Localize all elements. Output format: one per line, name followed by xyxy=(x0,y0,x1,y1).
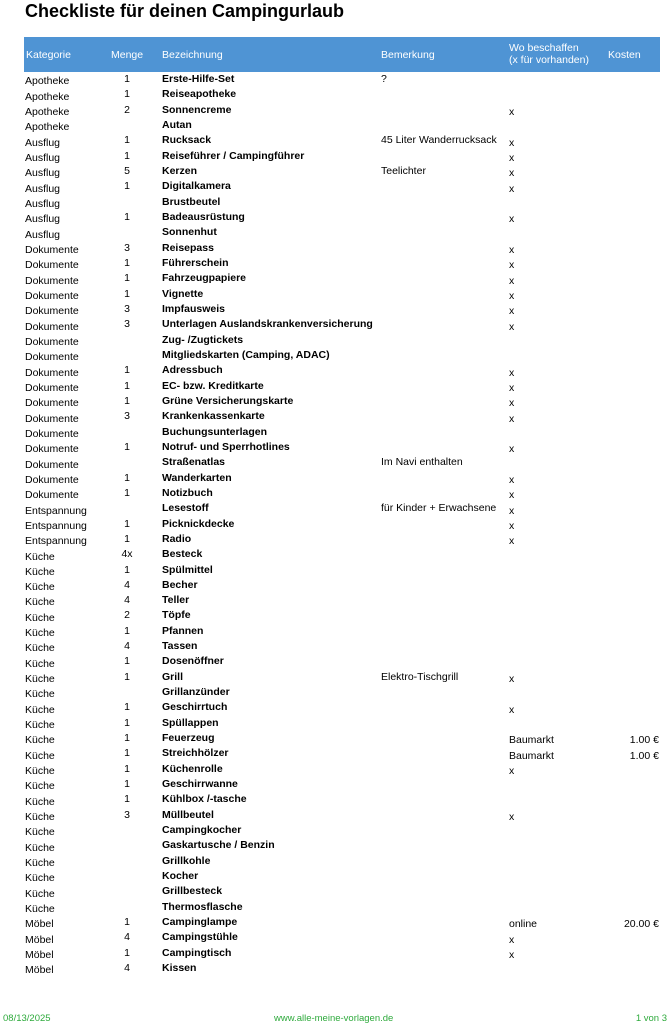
cell-bezeichnung: Dosenöffner xyxy=(162,655,224,668)
cell-menge: 1 xyxy=(124,440,130,453)
cell-bezeichnung: Zug- /Zugtickets xyxy=(162,333,244,346)
cell-menge: 4 xyxy=(124,962,130,975)
cell-bezeichnung: EC- bzw. Kreditkarte xyxy=(162,379,264,392)
cell-kategorie: Ausflug xyxy=(25,213,61,226)
header-bezeichnung: Bezeichnung xyxy=(162,49,223,61)
cell-wo-beschaffen: x xyxy=(509,811,515,824)
cell-kategorie: Apotheke xyxy=(25,75,70,88)
cell-wo-beschaffen: x xyxy=(509,519,515,532)
cell-kategorie: Küche xyxy=(25,627,55,640)
cell-bezeichnung: Kissen xyxy=(162,962,197,975)
cell-wo-beschaffen: x xyxy=(509,535,515,548)
cell-kategorie: Dokumente xyxy=(25,320,79,333)
cell-menge: 1 xyxy=(124,471,130,484)
table-row xyxy=(24,471,660,486)
cell-menge: 3 xyxy=(124,241,130,254)
cell-menge: 1 xyxy=(124,793,130,806)
cell-bezeichnung: Krankenkassenkarte xyxy=(162,410,265,423)
cell-bezeichnung: Sonnenhut xyxy=(162,226,217,239)
cell-bezeichnung: Geschirrtuch xyxy=(162,701,228,714)
cell-bezeichnung: Besteck xyxy=(162,548,203,561)
cell-menge: 1 xyxy=(124,670,130,683)
cell-kategorie: Ausflug xyxy=(25,228,61,241)
cell-wo-beschaffen: x xyxy=(509,151,515,164)
cell-bezeichnung: Digitalkamera xyxy=(162,180,231,193)
table-row xyxy=(24,87,660,102)
cell-menge: 1 xyxy=(124,624,130,637)
table-row xyxy=(24,762,660,777)
cell-kategorie: Dokumente xyxy=(25,473,79,486)
cell-wo-beschaffen: x xyxy=(509,320,515,333)
table-row xyxy=(24,532,660,547)
cell-kategorie: Küche xyxy=(25,688,55,701)
table-row xyxy=(24,517,660,532)
table-row xyxy=(24,363,660,378)
cell-menge: 1 xyxy=(124,379,130,392)
cell-kategorie: Küche xyxy=(25,596,55,609)
cell-wo-beschaffen: x xyxy=(509,397,515,410)
cell-kategorie: Küche xyxy=(25,550,55,563)
header-bemerkung: Bemerkung xyxy=(381,49,435,61)
cell-menge: 1 xyxy=(124,716,130,729)
table-row xyxy=(24,869,660,884)
cell-menge: 1 xyxy=(124,134,130,147)
cell-kategorie: Möbel xyxy=(25,918,54,931)
cell-bezeichnung: Grillkohle xyxy=(162,854,211,867)
cell-bemerkung: Im Navi enthalten xyxy=(381,456,463,469)
table-row xyxy=(24,225,660,240)
cell-menge: 1 xyxy=(124,532,130,545)
cell-menge: 1 xyxy=(124,272,130,285)
cell-wo-beschaffen: x xyxy=(509,182,515,195)
cell-kategorie: Dokumente xyxy=(25,381,79,394)
cell-kategorie: Möbel xyxy=(25,949,54,962)
cell-wo-beschaffen: x xyxy=(509,443,515,456)
cell-wo-beschaffen: x xyxy=(509,136,515,149)
cell-bezeichnung: Buchungsunterlagen xyxy=(162,425,268,438)
cell-menge: 4x xyxy=(121,548,133,561)
cell-kategorie: Entspannung xyxy=(25,504,87,517)
page-title: Checkliste für deinen Campingurlaub xyxy=(25,1,345,21)
table-row xyxy=(24,685,660,700)
table-row xyxy=(24,624,660,639)
table-row xyxy=(24,317,660,332)
cell-wo-beschaffen: online xyxy=(509,918,538,931)
cell-menge: 1 xyxy=(124,563,130,576)
cell-kategorie: Apotheke xyxy=(25,90,70,103)
cell-menge: 1 xyxy=(124,732,130,745)
cell-bezeichnung: Grillanzünder xyxy=(162,686,230,699)
cell-bezeichnung: Campingtisch xyxy=(162,946,232,959)
cell-kategorie: Küche xyxy=(25,642,55,655)
cell-kategorie: Entspannung xyxy=(25,535,87,548)
table-row xyxy=(24,854,660,869)
table-row xyxy=(24,455,660,470)
cell-menge: 1 xyxy=(124,762,130,775)
cell-kategorie: Dokumente xyxy=(25,489,79,502)
cell-kategorie: Küche xyxy=(25,841,55,854)
cell-kategorie: Dokumente xyxy=(25,259,79,272)
cell-menge: 1 xyxy=(124,701,130,714)
cell-wo-beschaffen: x xyxy=(509,289,515,302)
cell-bezeichnung: Adressbuch xyxy=(162,364,223,377)
cell-bezeichnung: Badeausrüstung xyxy=(162,210,245,223)
cell-bezeichnung: Reisepass xyxy=(162,241,214,254)
table-row xyxy=(24,884,660,899)
table-row xyxy=(24,179,660,194)
cell-menge: 1 xyxy=(124,73,130,85)
cell-bezeichnung: Spüllappen xyxy=(162,716,219,729)
cell-bezeichnung: Küchenrolle xyxy=(162,762,223,775)
cell-menge: 1 xyxy=(124,778,130,791)
cell-bezeichnung: Tassen xyxy=(162,640,198,653)
cell-wo-beschaffen: Baumarkt xyxy=(509,749,554,762)
table-row xyxy=(24,118,660,133)
cell-bezeichnung: Unterlagen Auslandskrankenversicherung xyxy=(162,318,373,331)
cell-kosten: 1.00 € xyxy=(629,749,659,762)
cell-bezeichnung: Gaskartusche / Benzin xyxy=(162,839,275,852)
table-row xyxy=(24,440,660,455)
table-row xyxy=(24,900,660,915)
cell-kategorie: Ausflug xyxy=(25,151,61,164)
cell-kategorie: Küche xyxy=(25,887,55,900)
cell-bezeichnung: Campinglampe xyxy=(162,916,238,929)
cell-wo-beschaffen: x xyxy=(509,673,515,686)
cell-kategorie: Küche xyxy=(25,903,55,916)
cell-wo-beschaffen: x xyxy=(509,366,515,379)
cell-kategorie: Küche xyxy=(25,734,55,747)
cell-bezeichnung: Brustbeutel xyxy=(162,195,221,208)
cell-kategorie: Dokumente xyxy=(25,305,79,318)
cell-kategorie: Küche xyxy=(25,565,55,578)
cell-wo-beschaffen: x xyxy=(509,213,515,226)
cell-bezeichnung: Geschirrwanne xyxy=(162,778,238,791)
table-row xyxy=(24,547,660,562)
cell-bezeichnung: Mitgliedskarten (Camping, ADAC) xyxy=(162,348,330,361)
cell-wo-beschaffen: x xyxy=(509,243,515,256)
cell-kategorie: Küche xyxy=(25,581,55,594)
table-row xyxy=(24,210,660,225)
cell-menge: 1 xyxy=(124,149,130,162)
cell-menge: 3 xyxy=(124,410,130,423)
table-row xyxy=(24,333,660,348)
cell-menge: 1 xyxy=(124,916,130,929)
table-header xyxy=(24,37,660,72)
cell-kategorie: Ausflug xyxy=(25,197,61,210)
cell-bezeichnung: Lesestoff xyxy=(162,502,209,515)
cell-kategorie: Dokumente xyxy=(25,351,79,364)
cell-menge: 3 xyxy=(124,808,130,821)
cell-wo-beschaffen: x xyxy=(509,167,515,180)
cell-kategorie: Dokumente xyxy=(25,412,79,425)
cell-menge: 1 xyxy=(124,486,130,499)
table-row xyxy=(24,164,660,179)
cell-wo-beschaffen: x xyxy=(509,703,515,716)
cell-menge: 3 xyxy=(124,318,130,331)
table-row xyxy=(24,639,660,654)
cell-kategorie: Küche xyxy=(25,795,55,808)
table-body xyxy=(24,72,660,976)
table-row xyxy=(24,700,660,715)
cell-kategorie: Küche xyxy=(25,673,55,686)
cell-kategorie: Entspannung xyxy=(25,519,87,532)
cell-kategorie: Dokumente xyxy=(25,427,79,440)
table-row xyxy=(24,287,660,302)
cell-bezeichnung: Spülmittel xyxy=(162,563,213,576)
table-row xyxy=(24,961,660,976)
table-row xyxy=(24,501,660,516)
cell-bemerkung: Teelichter xyxy=(381,164,426,177)
table-row xyxy=(24,149,660,164)
cell-wo-beschaffen: x xyxy=(509,305,515,318)
cell-bezeichnung: Notruf- und Sperrhotlines xyxy=(162,440,290,453)
cell-bezeichnung: Thermosflasche xyxy=(162,900,243,913)
cell-kategorie: Dokumente xyxy=(25,274,79,287)
cell-wo-beschaffen: x xyxy=(509,412,515,425)
cell-bezeichnung: Wanderkarten xyxy=(162,471,232,484)
table-row xyxy=(24,593,660,608)
table-row xyxy=(24,302,660,317)
cell-bezeichnung: Reiseführer / Campingführer xyxy=(162,149,305,162)
cell-kategorie: Küche xyxy=(25,826,55,839)
cell-bezeichnung: Führerschein xyxy=(162,256,229,269)
cell-wo-beschaffen: x xyxy=(509,473,515,486)
cell-menge: 1 xyxy=(124,364,130,377)
cell-menge: 1 xyxy=(124,180,130,193)
header-wo-line1: Wo beschaffen xyxy=(509,42,579,54)
table-row xyxy=(24,563,660,578)
cell-bezeichnung: Notizbuch xyxy=(162,486,213,499)
cell-bezeichnung: Campingkocher xyxy=(162,824,242,837)
table-row xyxy=(24,731,660,746)
table-row xyxy=(24,425,660,440)
cell-kategorie: Küche xyxy=(25,780,55,793)
cell-bezeichnung: Kocher xyxy=(162,870,199,883)
table-row xyxy=(24,608,660,623)
table-row xyxy=(24,654,660,669)
cell-bezeichnung: Becher xyxy=(162,578,198,591)
table-row xyxy=(24,746,660,761)
cell-bezeichnung: Erste-Hilfe-Set xyxy=(162,73,235,85)
header-wo-line2: (x für vorhanden) xyxy=(509,54,589,66)
table-row xyxy=(24,195,660,210)
cell-wo-beschaffen: x xyxy=(509,504,515,517)
footer-page-number: 1 von 3 xyxy=(635,1013,667,1024)
cell-kategorie: Dokumente xyxy=(25,243,79,256)
footer-url[interactable]: www.alle-meine-vorlagen.de xyxy=(274,1013,394,1024)
cell-menge: 1 xyxy=(124,946,130,959)
cell-kategorie: Dokumente xyxy=(25,443,79,456)
cell-bezeichnung: Grill xyxy=(162,670,184,683)
cell-menge: 4 xyxy=(124,594,130,607)
table-row xyxy=(24,409,660,424)
cell-menge: 4 xyxy=(124,640,130,653)
cell-bezeichnung: Streichhölzer xyxy=(162,747,229,760)
cell-menge: 1 xyxy=(124,287,130,300)
cell-wo-beschaffen: x xyxy=(509,489,515,502)
footer-date: 08/13/2025 xyxy=(3,1013,51,1024)
cell-menge: 4 xyxy=(124,578,130,591)
cell-wo-beschaffen: x xyxy=(509,765,515,778)
cell-kosten: 20.00 € xyxy=(623,918,659,931)
table-row xyxy=(24,103,660,118)
cell-bezeichnung: Radio xyxy=(162,532,192,545)
cell-bezeichnung: Pfannen xyxy=(162,624,204,637)
table-row xyxy=(24,808,660,823)
header-kosten: Kosten xyxy=(608,49,641,61)
cell-bemerkung: für Kinder + Erwachsene xyxy=(381,502,497,515)
cell-bezeichnung: Teller xyxy=(162,594,190,607)
table-row xyxy=(24,256,660,271)
table-row xyxy=(24,670,660,685)
cell-bezeichnung: Straßenatlas xyxy=(162,456,226,469)
cell-menge: 1 xyxy=(124,88,130,101)
cell-wo-beschaffen: x xyxy=(509,274,515,287)
cell-kategorie: Ausflug xyxy=(25,136,61,149)
table-row xyxy=(24,271,660,286)
cell-menge: 2 xyxy=(124,609,130,622)
table-row xyxy=(24,394,660,409)
cell-kategorie: Dokumente xyxy=(25,335,79,348)
cell-bezeichnung: Campingstühle xyxy=(162,931,238,944)
cell-kategorie: Apotheke xyxy=(25,121,70,134)
table-row xyxy=(24,348,660,363)
cell-bemerkung: Elektro-Tischgrill xyxy=(381,670,459,683)
cell-kategorie: Dokumente xyxy=(25,366,79,379)
cell-menge: 4 xyxy=(124,931,130,944)
table-row xyxy=(24,838,660,853)
cell-bemerkung: 45 Liter Wanderrucksack xyxy=(381,134,497,147)
cell-kategorie: Küche xyxy=(25,872,55,885)
table-row xyxy=(24,486,660,501)
cell-menge: 1 xyxy=(124,747,130,760)
table-row xyxy=(24,823,660,838)
cell-kosten: 1.00 € xyxy=(629,734,659,747)
cell-kategorie: Ausflug xyxy=(25,167,61,180)
cell-kategorie: Dokumente xyxy=(25,458,79,471)
cell-kategorie: Dokumente xyxy=(25,397,79,410)
header-kategorie: Kategorie xyxy=(26,49,71,61)
table-row xyxy=(24,915,660,930)
cell-wo-beschaffen: x xyxy=(509,949,515,962)
cell-bezeichnung: Vignette xyxy=(162,287,204,300)
cell-kategorie: Küche xyxy=(25,657,55,670)
cell-wo-beschaffen: x xyxy=(509,933,515,946)
cell-kategorie: Küche xyxy=(25,765,55,778)
header-menge: Menge xyxy=(111,49,144,61)
cell-bezeichnung: Feuerzeug xyxy=(162,732,215,745)
cell-kategorie: Küche xyxy=(25,703,55,716)
cell-menge: 5 xyxy=(124,164,130,177)
cell-kategorie: Küche xyxy=(25,811,55,824)
table-row xyxy=(24,578,660,593)
cell-kategorie: Küche xyxy=(25,749,55,762)
cell-bezeichnung: Töpfe xyxy=(162,609,191,622)
cell-bezeichnung: Fahrzeugpapiere xyxy=(162,272,247,285)
cell-bezeichnung: Kühlbox /-tasche xyxy=(162,793,247,806)
cell-wo-beschaffen: x xyxy=(509,259,515,272)
cell-kategorie: Apotheke xyxy=(25,105,70,118)
table-row xyxy=(24,72,660,87)
cell-bemerkung: ? xyxy=(381,73,387,85)
cell-bezeichnung: Picknickdecke xyxy=(162,517,235,530)
cell-menge: 1 xyxy=(124,256,130,269)
cell-kategorie: Dokumente xyxy=(25,289,79,302)
cell-menge: 1 xyxy=(124,394,130,407)
table-row xyxy=(24,777,660,792)
cell-kategorie: Küche xyxy=(25,611,55,624)
cell-menge: 1 xyxy=(124,517,130,530)
cell-bezeichnung: Grüne Versicherungskarte xyxy=(162,394,294,407)
cell-kategorie: Ausflug xyxy=(25,182,61,195)
cell-kategorie: Möbel xyxy=(25,933,54,946)
cell-menge: 1 xyxy=(124,210,130,223)
cell-wo-beschaffen: x xyxy=(509,105,515,118)
cell-kategorie: Möbel xyxy=(25,964,54,977)
table-row xyxy=(24,379,660,394)
table-row xyxy=(24,716,660,731)
cell-menge: 1 xyxy=(124,655,130,668)
header-wo-beschaffen xyxy=(509,42,589,66)
cell-wo-beschaffen: x xyxy=(509,381,515,394)
cell-menge: 2 xyxy=(124,103,130,116)
cell-bezeichnung: Impfausweis xyxy=(162,302,226,315)
cell-bezeichnung: Grillbesteck xyxy=(162,885,223,898)
cell-bezeichnung: Autan xyxy=(162,118,192,131)
cell-bezeichnung: Sonnencreme xyxy=(162,103,232,116)
cell-bezeichnung: Rucksack xyxy=(162,134,212,147)
table-row xyxy=(24,792,660,807)
cell-kategorie: Küche xyxy=(25,857,55,870)
table-row xyxy=(24,946,660,961)
cell-bezeichnung: Müllbeutel xyxy=(162,808,214,821)
table-row xyxy=(24,241,660,256)
cell-bezeichnung: Kerzen xyxy=(162,164,198,177)
cell-menge: 3 xyxy=(124,302,130,315)
table-row xyxy=(24,930,660,945)
table-row xyxy=(24,133,660,148)
cell-bezeichnung: Reiseapotheke xyxy=(162,88,237,101)
cell-wo-beschaffen: Baumarkt xyxy=(509,734,554,747)
cell-kategorie: Küche xyxy=(25,719,55,732)
